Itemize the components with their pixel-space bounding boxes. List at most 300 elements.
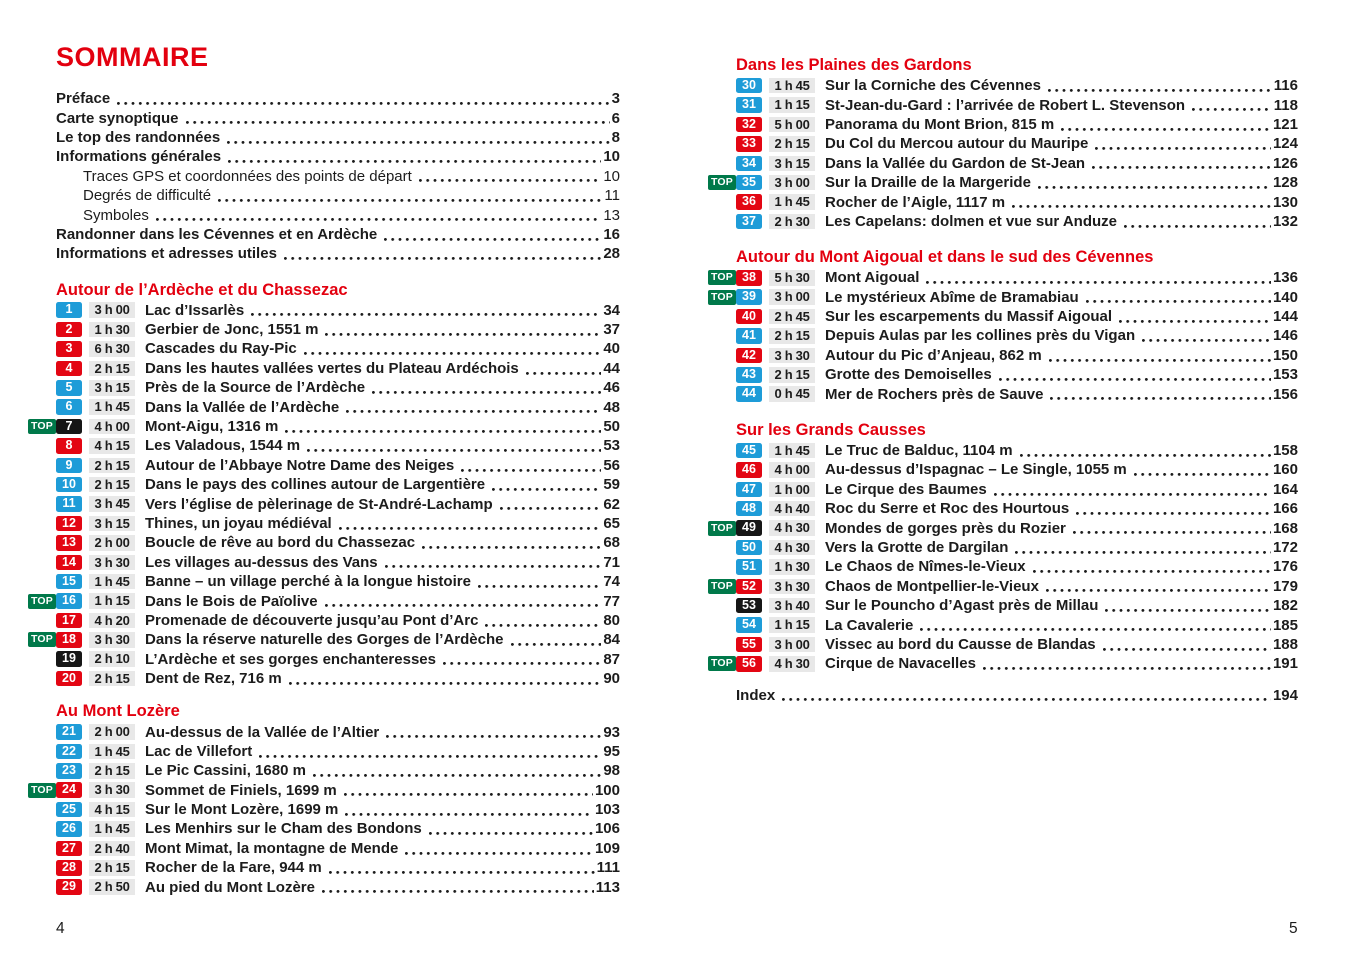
route-title: Roc du Serre et Roc des Hourtous (825, 500, 1070, 518)
page-ref: 185 (1272, 616, 1298, 634)
duration-label: 4 h 00 (89, 419, 135, 435)
route-title: Panorama du Mont Brion, 815 m (825, 115, 1055, 133)
toc-row (708, 365, 1298, 384)
dot-leader (1018, 441, 1271, 460)
toc-row (708, 557, 1298, 576)
toc-row (708, 480, 1298, 499)
page-ref: 68 (603, 534, 620, 552)
toc-row (708, 268, 1298, 287)
duration-label: 4 h 40 (769, 501, 815, 517)
dot-leader (1132, 460, 1271, 479)
route-title: Sur la Draille de la Margeride (825, 174, 1031, 192)
route-title: Mont-Aigu, 1316 m (145, 418, 279, 436)
page-ref: 100 (594, 781, 620, 799)
dot-leader (1093, 134, 1271, 153)
page-ref: 168 (1272, 519, 1298, 537)
route-number-badge: 38 (736, 270, 762, 286)
dot-leader (524, 359, 602, 378)
page-ref: 153 (1272, 366, 1298, 384)
page-ref: 182 (1272, 597, 1298, 615)
duration-label: 2 h 15 (89, 860, 135, 876)
left-sections (28, 280, 620, 897)
route-number-badge: 10 (56, 477, 82, 493)
duration-label: 4 h 15 (89, 438, 135, 454)
toc-row (28, 475, 620, 494)
dot-leader (490, 475, 601, 494)
dot-leader (918, 615, 1271, 634)
page-ref: 150 (1272, 346, 1298, 364)
toc-row (708, 212, 1298, 231)
front-matter-row (28, 89, 620, 108)
duration-label: 3 h 00 (89, 302, 135, 318)
route-title: Sur le Mont Lozère, 1699 m (145, 801, 339, 819)
duration-label: 4 h 15 (89, 802, 135, 818)
route-title: Sommet de Finiels, 1699 m (145, 781, 337, 799)
toc-row (28, 722, 620, 741)
toc-row (28, 877, 620, 896)
toc-section (28, 280, 620, 689)
toc-row (708, 499, 1298, 518)
route-title: Boucle de rêve au bord du Chassezac (145, 534, 416, 552)
dot-leader (509, 630, 602, 649)
duration-label: 3 h 40 (769, 598, 815, 614)
toc-section (708, 420, 1298, 674)
dot-leader (257, 742, 601, 761)
toc-row (28, 359, 620, 378)
page-ref: 132 (1272, 212, 1298, 230)
route-number-badge: 56 (736, 656, 762, 672)
dot-leader (337, 514, 602, 533)
toc-row (708, 154, 1298, 173)
route-title: Dans le Bois de Païolive (145, 592, 318, 610)
dot-leader (1140, 326, 1271, 345)
dot-leader (302, 339, 602, 358)
route-number-badge: 39 (736, 289, 762, 305)
page-ref: 87 (603, 650, 620, 668)
dot-leader (1084, 288, 1271, 307)
front-matter-row (28, 108, 620, 127)
duration-label: 2 h 15 (769, 136, 815, 152)
toc-row (28, 742, 620, 761)
route-number-badge: 27 (56, 841, 82, 857)
toc-row (28, 301, 620, 320)
route-title: Le mystérieux Abîme de Bramabiau (825, 288, 1079, 306)
front-matter-label: Le top des randonnées (56, 128, 221, 146)
route-number-badge: 24 (56, 782, 82, 798)
toc-row (28, 553, 620, 572)
duration-label: 3 h 00 (769, 289, 815, 305)
route-number-badge: 52 (736, 579, 762, 595)
duration-label: 5 h 30 (769, 270, 815, 286)
top-slot (28, 632, 56, 647)
duration-label: 3 h 30 (769, 579, 815, 595)
route-title: Gerbier de Jonc, 1551 m (145, 321, 319, 339)
toc-row (28, 761, 620, 780)
dot-leader (370, 378, 601, 397)
route-number-badge: 15 (56, 574, 82, 590)
route-title: Vers la Grotte de Dargilan (825, 539, 1009, 556)
toc-row (28, 591, 620, 610)
route-number-badge: 33 (736, 136, 762, 152)
page-ref: 140 (1272, 288, 1298, 306)
page-ref: 65 (603, 515, 620, 532)
front-matter-row (28, 128, 620, 147)
toc-row (708, 134, 1298, 153)
route-number-badge: 25 (56, 802, 82, 818)
folio-right: 5 (1289, 920, 1298, 937)
page-ref: 62 (603, 495, 620, 513)
index-page-ref: 194 (1272, 686, 1298, 704)
toc-row (28, 417, 620, 436)
dot-leader (283, 417, 601, 436)
duration-label: 2 h 50 (89, 879, 135, 895)
duration-label: 3 h 30 (89, 632, 135, 648)
route-number-badge: 4 (56, 361, 82, 377)
route-number-badge: 48 (736, 501, 762, 517)
duration-label: 1 h 30 (89, 322, 135, 338)
route-number-badge: 8 (56, 438, 82, 454)
dot-leader (1046, 76, 1272, 95)
dot-leader (1071, 518, 1271, 537)
route-number-badge: 18 (56, 632, 82, 648)
toc-row (708, 615, 1298, 634)
top-slot (708, 175, 736, 190)
page-ref: 8 (611, 128, 620, 146)
duration-label: 3 h 00 (769, 637, 815, 653)
route-number-badge: 7 (56, 419, 82, 435)
duration-label: 4 h 30 (769, 520, 815, 536)
page-ref: 188 (1272, 635, 1298, 653)
dot-leader (441, 650, 601, 669)
route-title: Dans la réserve naturelle des Gorges de l’Ardèche (145, 631, 504, 649)
dot-leader (216, 186, 602, 205)
route-title: Promenade de découverte jusqu’au Pont d’Arc (145, 611, 479, 629)
route-title: Au-dessus de la Vallée de l’Altier (145, 723, 380, 741)
route-title: Grotte des Demoiselles (825, 366, 992, 384)
front-matter-row (28, 205, 620, 224)
route-title: Rocher de l’Aigle, 1117 m (825, 193, 1006, 211)
route-title: Autour du Pic d’Anjeau, 862 m (825, 346, 1042, 364)
route-title: Mont Mimat, la montagne de Mende (145, 839, 399, 857)
toc-row (28, 436, 620, 455)
page-ref: 191 (1272, 655, 1298, 673)
route-number-badge: 51 (736, 559, 762, 575)
duration-label: 1 h 00 (769, 482, 815, 498)
dot-leader (226, 147, 601, 166)
duration-label: 1 h 15 (769, 97, 815, 113)
top-badge: TOP (28, 594, 56, 609)
page-ref: 74 (603, 573, 620, 591)
duration-label: 1 h 45 (89, 744, 135, 760)
route-title: Dent de Rez, 716 m (145, 670, 282, 688)
toc-row (708, 384, 1298, 403)
page-ref: 113 (595, 878, 620, 896)
route-title: Mont Aigoual (825, 269, 920, 287)
duration-label: 2 h 00 (89, 724, 135, 740)
route-number-badge: 23 (56, 763, 82, 779)
page-ref: 130 (1272, 193, 1298, 211)
duration-label: 4 h 30 (769, 656, 815, 672)
dot-leader (225, 128, 609, 147)
duration-label: 2 h 15 (89, 763, 135, 779)
duration-label: 1 h 45 (89, 821, 135, 837)
page-ref: 3 (611, 90, 620, 108)
route-title: Le Cirque des Baumes (825, 480, 987, 498)
page-ref: 93 (603, 723, 620, 741)
top-slot (708, 579, 736, 594)
right-sections (708, 55, 1298, 674)
dot-leader (327, 858, 595, 877)
route-title: Au pied du Mont Lozère (145, 878, 315, 896)
front-matter-label: Degrés de difficulté (83, 187, 212, 205)
toc-row (28, 533, 620, 552)
page-ref: 111 (596, 859, 620, 877)
duration-label: 2 h 00 (89, 535, 135, 551)
page-ref: 126 (1272, 154, 1298, 172)
dot-leader (1122, 212, 1271, 231)
section-title: Au Mont Lozère (56, 702, 180, 721)
duration-label: 0 h 45 (769, 386, 815, 402)
dot-leader (403, 839, 593, 858)
route-title: Le Chaos de Nîmes-le-Vieux (825, 558, 1026, 576)
section-title: Sur les Grands Causses (736, 420, 926, 439)
toc-right-column (708, 55, 1298, 705)
page-ref: 71 (603, 553, 620, 571)
page-ref: 6 (611, 109, 620, 127)
page-ref: 90 (603, 670, 620, 688)
route-title: Au-dessus d’Ispagnac – Le Single, 1055 m (825, 461, 1127, 479)
toc-row (28, 858, 620, 877)
page-ref: 179 (1272, 577, 1298, 595)
front-matter-row (28, 244, 620, 263)
section-title: Autour de l’Ardèche et du Chassezac (56, 280, 348, 299)
top-badge: TOP (708, 521, 736, 536)
top-slot (708, 270, 736, 285)
duration-label: 2 h 15 (89, 458, 135, 474)
page-ref: 16 (603, 225, 620, 243)
dot-leader (1047, 346, 1271, 365)
toc-row (28, 669, 620, 688)
top-badge: TOP (708, 270, 736, 285)
section-title: Autour du Mont Aigoual et dans le sud des Cévennes (736, 248, 1154, 267)
dot-leader (383, 553, 602, 572)
duration-label: 5 h 00 (769, 117, 815, 133)
page-ref: 136 (1272, 269, 1298, 287)
route-number-badge: 32 (736, 117, 762, 133)
dot-leader (997, 365, 1271, 384)
route-number-badge: 14 (56, 555, 82, 571)
toc-row (28, 800, 620, 819)
route-title: Les Valadous, 1544 m (145, 437, 301, 455)
dot-leader (498, 494, 602, 513)
page-ref: 124 (1272, 135, 1298, 153)
route-number-badge: 43 (736, 367, 762, 383)
route-number-badge: 40 (736, 309, 762, 325)
toc-row (28, 572, 620, 591)
duration-label: 3 h 15 (89, 380, 135, 396)
route-title: La Cavalerie (825, 616, 914, 634)
route-number-badge: 54 (736, 617, 762, 633)
dot-leader (1101, 635, 1271, 654)
duration-label: 1 h 45 (769, 443, 815, 459)
toc-row (708, 192, 1298, 211)
duration-label: 2 h 40 (89, 841, 135, 857)
route-number-badge: 53 (736, 598, 762, 614)
page-ref: 44 (603, 359, 620, 377)
route-number-badge: 30 (736, 78, 762, 94)
route-title: Du Col du Mercou autour du Mauripe (825, 135, 1089, 153)
dot-leader (1074, 499, 1271, 518)
dot-leader (981, 654, 1271, 673)
top-slot (708, 521, 736, 536)
route-title: Dans les hautes vallées vertes du Plateau Ardéchois (145, 359, 519, 377)
dot-leader (1059, 115, 1271, 134)
page-ref: 48 (603, 398, 620, 416)
dot-leader (343, 800, 593, 819)
toc-row (708, 518, 1298, 537)
route-title: Cirque de Navacelles (825, 655, 976, 673)
dot-leader (924, 268, 1271, 287)
page-ref: 172 (1272, 539, 1298, 556)
route-number-badge: 34 (736, 156, 762, 172)
toc-row (708, 288, 1298, 307)
route-number-badge: 3 (56, 341, 82, 357)
duration-label: 1 h 30 (769, 559, 815, 575)
route-title: Vers l’église de pèlerinage de St-André-Lachamp (145, 495, 493, 513)
toc-row (708, 346, 1298, 365)
front-matter-label: Informations et adresses utiles (56, 245, 277, 263)
page-ref: 118 (1273, 96, 1298, 114)
duration-label: 4 h 30 (769, 540, 815, 556)
route-number-badge: 44 (736, 386, 762, 402)
duration-label: 2 h 30 (769, 214, 815, 230)
dot-leader (344, 397, 601, 416)
route-number-badge: 47 (736, 482, 762, 498)
page-ref: 84 (603, 631, 620, 649)
dot-leader (1090, 154, 1271, 173)
top-slot (28, 419, 56, 434)
duration-label: 2 h 10 (89, 651, 135, 667)
page-title: SOMMAIRE (56, 42, 209, 72)
toc-row (28, 819, 620, 838)
front-matter-label: Carte synoptique (56, 109, 179, 127)
dot-leader (342, 781, 593, 800)
duration-label: 1 h 15 (89, 593, 135, 609)
toc-row (708, 76, 1298, 95)
index-label: Index (736, 686, 776, 704)
route-number-badge: 49 (736, 520, 762, 536)
toc-row (28, 839, 620, 858)
duration-label: 3 h 30 (89, 782, 135, 798)
page-ref: 77 (603, 592, 620, 610)
toc-row (28, 397, 620, 416)
page-ref: 13 (603, 206, 620, 224)
front-matter-label: Randonner dans les Cévennes et en Ardèche (56, 225, 378, 243)
duration-label: 1 h 15 (769, 617, 815, 633)
route-title: Les Capelans: dolmen et vue sur Anduze (825, 212, 1118, 230)
route-number-badge: 9 (56, 458, 82, 474)
page-ref: 116 (1273, 77, 1298, 95)
toc-row (28, 378, 620, 397)
dot-leader (483, 611, 601, 630)
route-number-badge: 2 (56, 322, 82, 338)
toc-section (28, 701, 620, 897)
page-ref: 109 (594, 839, 620, 857)
top-badge: TOP (708, 290, 736, 305)
top-badge: TOP (708, 175, 736, 190)
front-matter-row (28, 225, 620, 244)
dot-leader (184, 108, 610, 127)
route-number-badge: 37 (736, 214, 762, 230)
route-title: Vissec au bord du Causse de Blandas (825, 635, 1096, 653)
toc-row (708, 635, 1298, 654)
route-number-badge: 26 (56, 821, 82, 837)
dot-leader (1044, 577, 1271, 596)
front-matter-label: Préface (56, 90, 111, 108)
page-ref: 106 (594, 820, 620, 838)
dot-leader (154, 205, 601, 224)
route-number-badge: 6 (56, 399, 82, 415)
dot-leader (1013, 538, 1271, 557)
route-title: Lac d’Issarlès (145, 301, 245, 319)
duration-label: 3 h 45 (89, 496, 135, 512)
route-number-badge: 45 (736, 443, 762, 459)
page-ref: 56 (603, 456, 620, 474)
page-ref: 53 (603, 437, 620, 455)
route-title: Dans la Vallée de l’Ardèche (145, 398, 340, 416)
route-title: Mer de Rochers près de Sauve (825, 385, 1044, 403)
route-number-badge: 42 (736, 348, 762, 364)
front-matter-row (28, 167, 620, 186)
dot-leader (1048, 384, 1271, 403)
route-number-badge: 19 (56, 651, 82, 667)
route-title: St-Jean-du-Gard : l’arrivée de Robert L. Stevenson (825, 96, 1186, 114)
route-number-badge: 20 (56, 671, 82, 687)
dot-leader (1190, 95, 1272, 114)
toc-row (28, 494, 620, 513)
toc-left-column (28, 42, 620, 897)
route-title: Lac de Villefort (145, 742, 253, 760)
route-title: Thines, un joyau médiéval (145, 515, 332, 532)
top-badge: TOP (28, 783, 56, 798)
route-number-badge: 50 (736, 540, 762, 556)
duration-label: 3 h 30 (769, 348, 815, 364)
page-ref: 37 (603, 321, 620, 339)
front-matter-list (28, 89, 620, 264)
route-title: Autour de l’Abbaye Notre Dame des Neiges (145, 456, 455, 474)
duration-label: 3 h 15 (769, 156, 815, 172)
top-badge: TOP (708, 579, 736, 594)
page-ref: 34 (603, 301, 620, 319)
route-number-badge: 12 (56, 516, 82, 532)
page-ref: 103 (594, 801, 620, 819)
route-number-badge: 16 (56, 593, 82, 609)
route-number-badge: 46 (736, 462, 762, 478)
toc-row (708, 460, 1298, 479)
toc-row (708, 577, 1298, 596)
page-ref: 80 (603, 611, 620, 629)
toc-row (708, 95, 1298, 114)
duration-label: 2 h 45 (769, 309, 815, 325)
dot-leader (1036, 173, 1271, 192)
page-ref: 98 (603, 762, 620, 780)
route-title: L’Ardèche et ses gorges enchanteresses (145, 650, 436, 668)
route-number-badge: 22 (56, 744, 82, 760)
toc-row (708, 538, 1298, 557)
dot-leader (992, 480, 1271, 499)
route-number-badge: 5 (56, 380, 82, 396)
page-ref: 121 (1272, 115, 1298, 133)
